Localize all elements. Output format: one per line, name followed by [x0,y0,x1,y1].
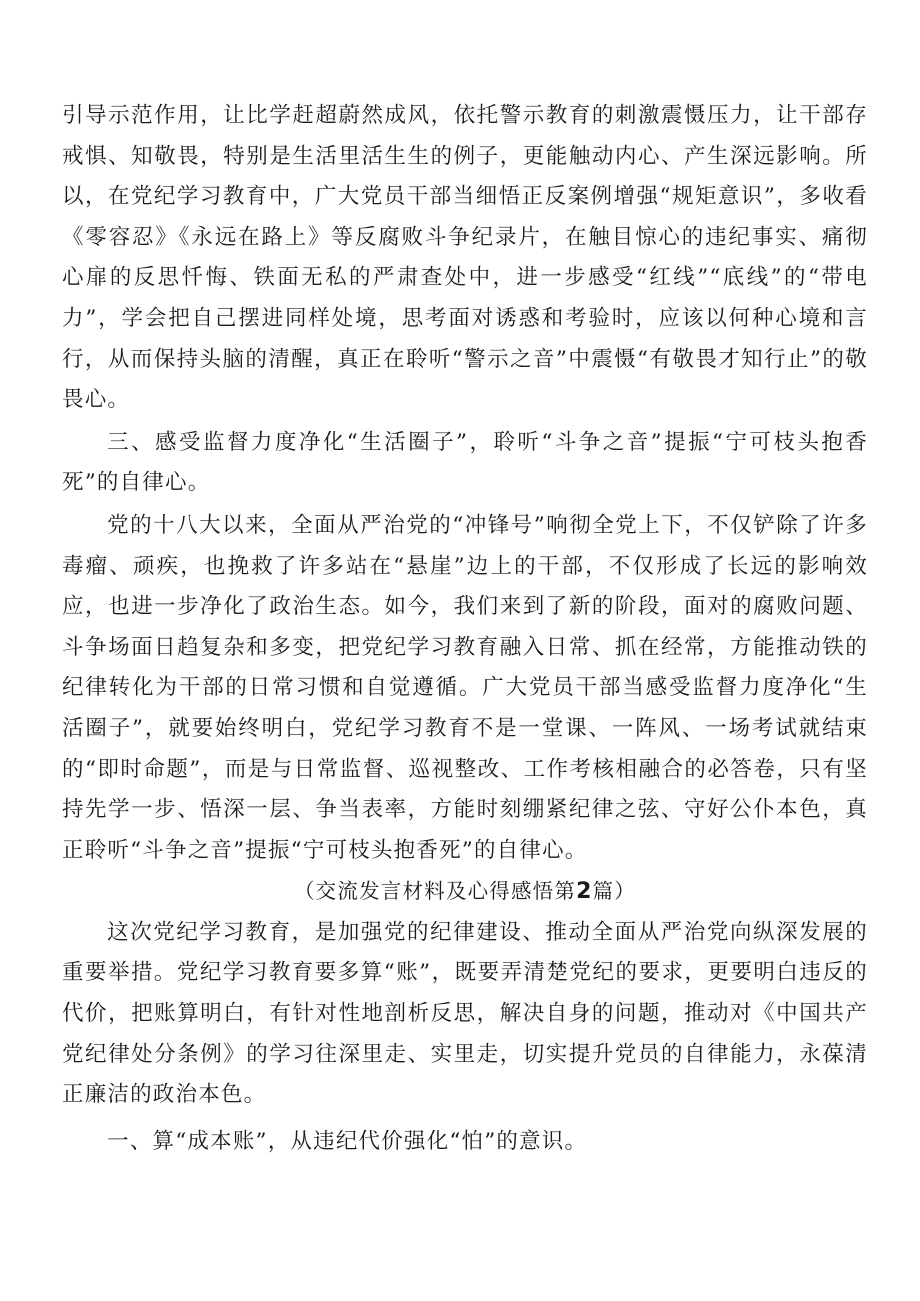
section-one-heading: 一、算“成本账”，从违纪代价强化“怕”的意识。 [107,1128,588,1154]
heading-number: 2 [576,879,593,905]
paragraph-intro: 这次党纪学习教育，是加强党的纪律建设、推动全面从严治党向纵深发展的重要举措。党纪学习教育要多算“账”，既要弄清楚党纪的要求，更要明白违反的代价，把账算明白，有针对性地剖析反思，解决自身的问题，推动对《中国共产党纪律处分条例》的学习往深里走、实里走，切实提升党员的自律能力，永葆清正廉洁的政治本色。 [62,919,868,1108]
heading-suffix: 篇） [592,879,637,904]
document-body [62,96,868,1162]
article-part-heading [62,871,868,913]
heading-prefix: （交流发言材料及心得感悟第 [293,879,577,904]
section-three-heading: 三、感受监督力度净化“生活圈子”，聆听“斗争之音”提振“宁可枝头抱香死”的自律心。 [62,429,868,496]
paragraph-continued: 引导示范作用，让比学赶超蔚然成风，依托警示教育的刺激震慑压力，让干部存戒惧、知敬畏，特别是生活里活生生的例子，更能触动内心、产生深远影响。所以，在党纪学习教育中，广大党员干部当细悟正反案例增强“规矩意识”，多收看《零容忍》《永远在路上》等反腐败斗争纪录片，在触目惊心的违纪事实、痛彻心扉的反思忏悔、铁面无私的严肃查处中，进一步感受“红线”“底线”的“带电力”，学会把自己摆进同样处境，思考面对诱惑和考验时，应该以何种心境和言行，从而保持头脑的清醒，真正在聆听“警示之音”中震慑“有敬畏才知行止”的敬畏心。 [62,103,868,413]
paragraph-body: 党的十八大以来，全面从严治党的“冲锋号”响彻全党上下，不仅铲除了许多毒瘤、顽疾，也挽救了许多站在“悬崖”边上的干部，不仅形成了长远的影响效应，也进一步净化了政治生态。如今，我们来到了新的阶段，面对的腐败问题、斗争场面日趋复杂和多变，把党纪学习教育融入日常、抓在经常，方能推动铁的纪律转化为干部的日常习惯和自觉遵循。广大党员干部当感受监督力度净化“生活圈子”，就要始终明白，党纪学习教育不是一堂课、一阵风、一场考试就结束的“即时命题”，而是与日常监督、巡视整改、工作考核相融合的必答卷，只有坚持先学一步、悟深一层、争当表率，方能时刻绷紧纪律之弦、守好公仆本色，真正聆听“斗争之音”提振“宁可枝头抱香死”的自律心。 [62,512,868,863]
